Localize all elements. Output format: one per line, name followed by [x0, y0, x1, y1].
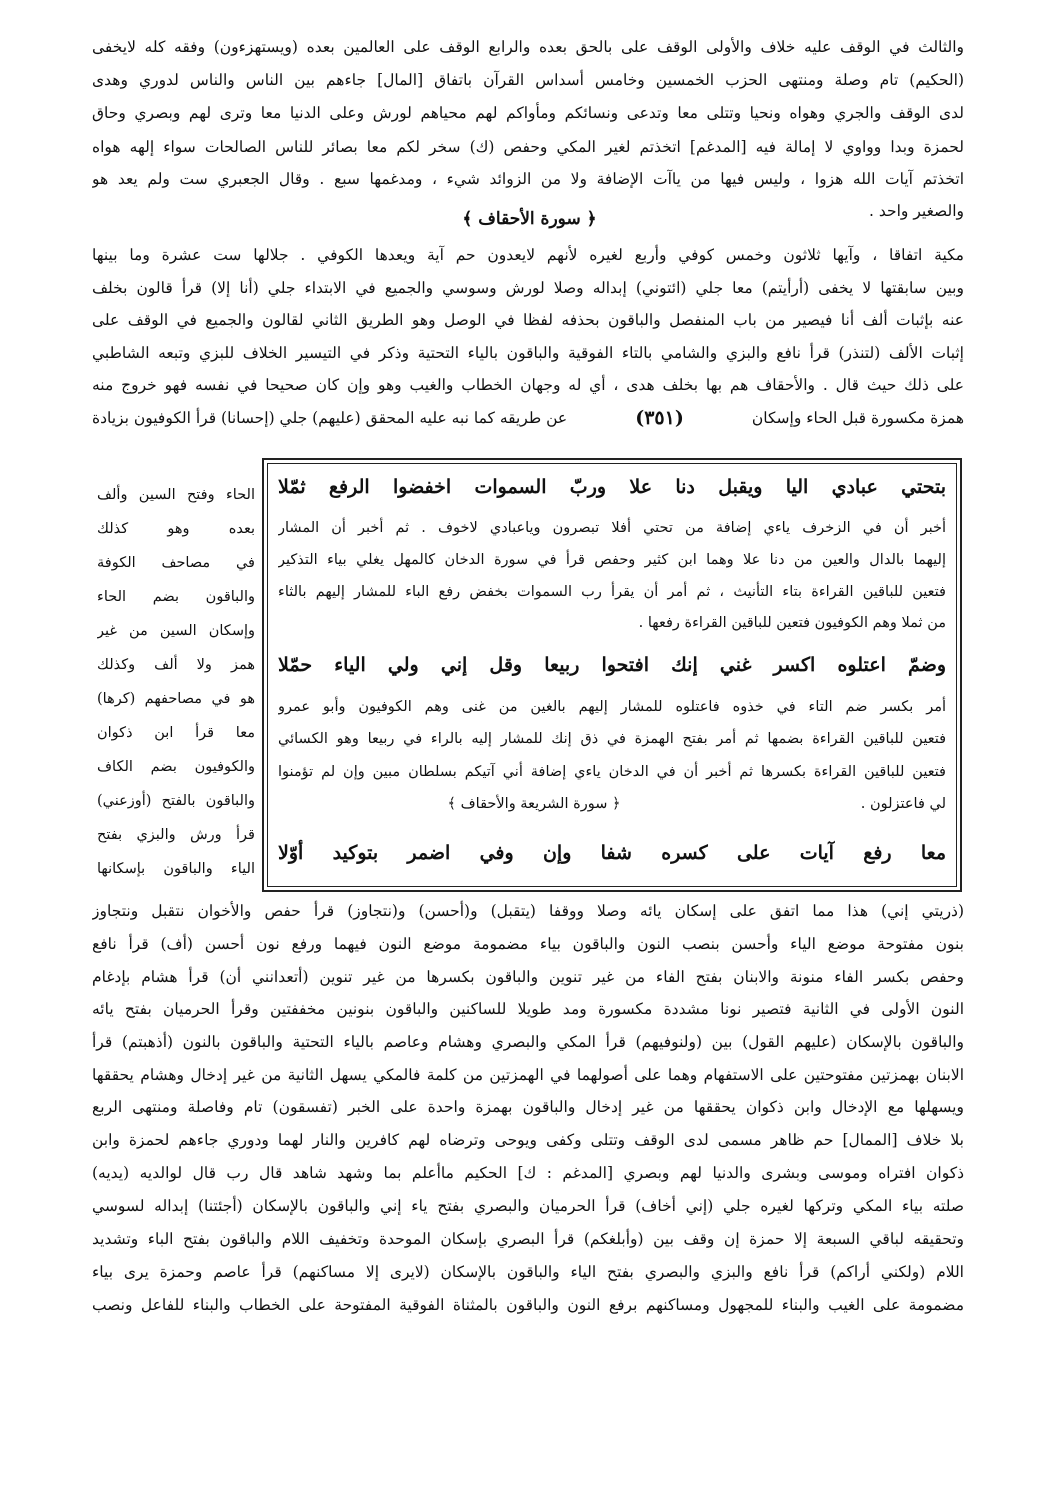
- text-line: وبين سابقتها لا يخفى (أرأيتم) معا جلي (ائتوني) إبداله وصلا لورش وسوسي والجميع في الابتداء جلي (أنا إلا) قرأ قالون بخلف: [92, 279, 964, 297]
- text-line: اللام (ولكني أراكم) قرأ نافع والبزي والبصري بفتح الياء والباقون بالإسكان (لايرى إلا مساكنهم) قرأ عاصم وحمزة يرى بياء: [92, 1263, 964, 1281]
- text-line: بلا خلاف [الممال] حم ظاهر مسمى لدى الوقف وتتلى وكفى ويوحى وترضاه لهم كافرين والنار لهما ودوري جاءهم لحمزة وابن: [92, 1131, 964, 1149]
- verse-line: بتحتي عبادي اليا ويقبل دنا علا وربّ السموات اخفضوا الرفع ثمّلا: [278, 476, 946, 498]
- text-line: النون الأولى في الثانية فتصير نونا مشددة مكسورة ومد طويلا للساكنين والباقون بنونين مخففتين وقرأ الحرميان بفتح يائه: [92, 1000, 964, 1018]
- side-line: وإسكان السين من غير: [97, 623, 255, 639]
- text-line: الابنان بهمزتين مفتوحتين على الاستفهام وهما على أصولهما في الهمزتين من كلمة فالمكي يسهل الثانية من غير إدخال وهشام يحققها: [92, 1066, 964, 1084]
- side-line: بعده وهو كذلك: [97, 521, 255, 537]
- side-line: الحاء وفتح السين وألف: [97, 487, 255, 503]
- commentary-line: إليهما بالدال والعين من دنا علا وهما ابن كثير وحفص قرأ في سورة الدخان كالمهل يغلي بياء التذكير: [278, 552, 946, 568]
- text-line: ويسهلها مع الإدخال وابن ذكوان يحققها من غير إدخال والباقون بهمزة واحدة على الخبر (تفسقون) تام وفاصلة ومنتهى الربع: [92, 1098, 964, 1116]
- text-line: ذكوان افتراه وموسى وبشرى والدنيا لهم وبصري [المدغم : ك] الحكيم ماأعلم بما وشهد شاهد قال رب قال لوالديه (يديه): [92, 1164, 964, 1182]
- text-line: على ذلك حيث قال . والأحقاف هم بها بخلف هدى ، أي له وجهان الخطاب والغيب وهو وإن كان صحيحا في نفسه فهو خروج منه: [92, 376, 964, 394]
- text-line: بنون مفتوحة موضع الياء وأحسن بنصب النون والباقون بياء مضمومة موضع النون فيهما ورفع نون أحسن (أف) قرأ نافع: [92, 935, 964, 953]
- commentary-line: فتعين للباقين القراءة بضمها ثم أمر بفتح الهمزة في ذق إنك للمشار إليه بالراء في ربيعا وهو الكسائي: [278, 731, 946, 747]
- text-line: (الحكيم) تام وصلة ومنتهى الحزب الخمسين وخامس أسداس القرآن باتفاق [المال] جاءهم بين الناس والناس لدوري وهدى: [92, 71, 964, 89]
- side-line: في مصاحف الكوفة: [97, 555, 255, 571]
- text-line: وحفص بكسر الفاء منونة والابنان بفتح الفاء من غير تنوين والباقون بكسرها من غير تنوين (أتعدانني أن) قرأ هشام بإدغام: [92, 968, 964, 986]
- side-line: هو في مصاحفهم (كرها): [97, 691, 255, 707]
- text-line: مضمومة على الغيب والبناء للمجهول ومساكنهم برفع النون والباقون بالمثناة الفوقية المفتوحة على الخطاب والبناء للفاعل ونصب: [92, 1296, 964, 1314]
- commentary-line: أمر بكسر ضم التاء في خذوه فاعتلوه للمشار إليهم بالغين من غنى وهم الكوفيون وأبو عمرو: [278, 699, 946, 715]
- page-number: (٣٥١): [635, 407, 684, 429]
- text-line: والباقون بالإسكان (عليهم القول) بين (ولنوفيهم) قرأ المكي والبصري وهشام وعاصم بالياء التحتية والباقون بالنون (أذهبتم) قرأ: [92, 1033, 964, 1051]
- side-line: والكوفيون بضم الكاف: [97, 759, 255, 775]
- surah-title: ﴿ سورة الأحقاف ﴾: [462, 209, 597, 229]
- side-line: والباقون بالفتح (أوزعني): [97, 793, 255, 809]
- text-line: مكية اتفاقا ، وآيها ثلاثون وخمس كوفي وأربع لغيره لأنهم لايعدون حم آية ويعدها الكوفي . جلالها ست عشرة وما بينها: [92, 246, 964, 264]
- text-line: اتخذتم آيات الله هزوا ، وليس فيها من ياآت الإضافة ولا من الزوائد شيء ، ومدغمها سبع . وقال الجعبري ست ولم يعد هو: [92, 170, 964, 188]
- text-line: إثبات الألف (لتنذر) قرأ نافع والبزي والشامي بالتاء الفوقية والباقون بالياء التحتية وذكر في التيسير الخلاف للبزي وتبعه الشاطبي: [92, 344, 964, 362]
- text-fragment: عن طريقه كما نبه عليه المحقق (عليهم) جلي (إحسانا) قرأ الكوفيون بزيادة: [92, 409, 568, 427]
- text-line: والصغير واحد .: [869, 202, 964, 220]
- surah-title: ﴿ سورة الشريعة والأحقاف ﴾: [447, 796, 621, 812]
- text-line: والثالث في الوقف عليه خلاف والأولى الوقف على بالحق بعده والرابع الوقف على العالمين بعده (ويستهزءون) وفقه كله لايخفى: [92, 38, 964, 56]
- text-line: (ذريتي إني) هذا مما اتفق على إسكان يائه وصلا ووقفا (يتقبل) و(أحسن) و(نتجاوز) قرأ حفص والأخوان نتقبل ونتجاوز: [92, 902, 964, 920]
- verse-line: وضمّ اعتلوه اكسر غني إنك افتحوا ربيعا وقل إني ولي الياء حمّلا: [278, 654, 946, 676]
- commentary-line: فتعين للباقين القراءة بتاء التأنيث ، ثم أمر أن يقرأ رب السموات بخفض رفع الباء للمشار إليهم بالثاء: [278, 584, 946, 600]
- commentary-line: أخبر أن في الزخرف ياءي إضافة من تحتي أفلا تبصرون وياعبادي لاخوف . ثم أخبر أن المشار: [278, 520, 946, 536]
- text-fragment: همزة مكسورة قبل الحاء وإسكان: [751, 409, 964, 427]
- side-line: معا قرأ ابن ذكوان: [97, 725, 255, 741]
- text-line: عنه بإثبات ألف أنا فيصير من باب المنفصل والباقون بحذفه لفظا في الوصل وهو الطريق الثاني لقالون والجميع في الوقف على: [92, 311, 964, 329]
- text-line: صلته بياء المكي وتركها لغيره جلي (إني أخاف) قرأ الحرميان والبصري بفتح ياء إني والباقون بالإسكان (أجئتنا) إبداله لسوسي: [92, 1197, 964, 1215]
- verse-box: [262, 458, 962, 892]
- text-line: لدى الوقف والجري وهواه ونحيا وتتلى معا وتدعى ونسائكم ومأواكم لهم محياهم لورش وعلى الدنيا معا وترى لهم وبصري وحاق: [92, 104, 964, 122]
- commentary-line: فتعين للباقين القراءة بكسرها ثم أخبر أن في الدخان ياءي إضافة أني آتيكم بسلطان مبين وإن لم تؤمنوا: [278, 764, 946, 780]
- side-line: همز ولا ألف وكذلك: [97, 657, 255, 673]
- text-line: وتحقيقه لباقي السبعة إلا حمزة إن وقف بين (وأبلغكم) قرأ البصري بإسكان الموحدة وتخفيف اللام والباقون بفتح الباء وتشديد: [92, 1230, 964, 1248]
- text-line: لحمزة وبدا وواوي لا إمالة فيه [المدغم] اتخذتم لغير المكي وحفص (ك) سخر لكم معا بصائر للناس الصالحات سواء إلهه هواه: [92, 138, 964, 156]
- side-line: قرأ ورش والبزي بفتح: [97, 827, 255, 843]
- side-line: الياء والباقون بإسكانها: [97, 861, 255, 877]
- text-line-with-page-number: [92, 405, 964, 431]
- side-line: والباقون بضم الحاء: [97, 589, 255, 605]
- commentary-line: لي فاعتزلون .: [860, 796, 946, 812]
- commentary-line: من ثملا وهم الكوفيون فتعين للباقين القراءة رفعها .: [638, 615, 946, 631]
- verse-line: معا رفع آيات على كسره شفا وإن وفي اضمر بتوكيد أوّلا: [278, 842, 946, 864]
